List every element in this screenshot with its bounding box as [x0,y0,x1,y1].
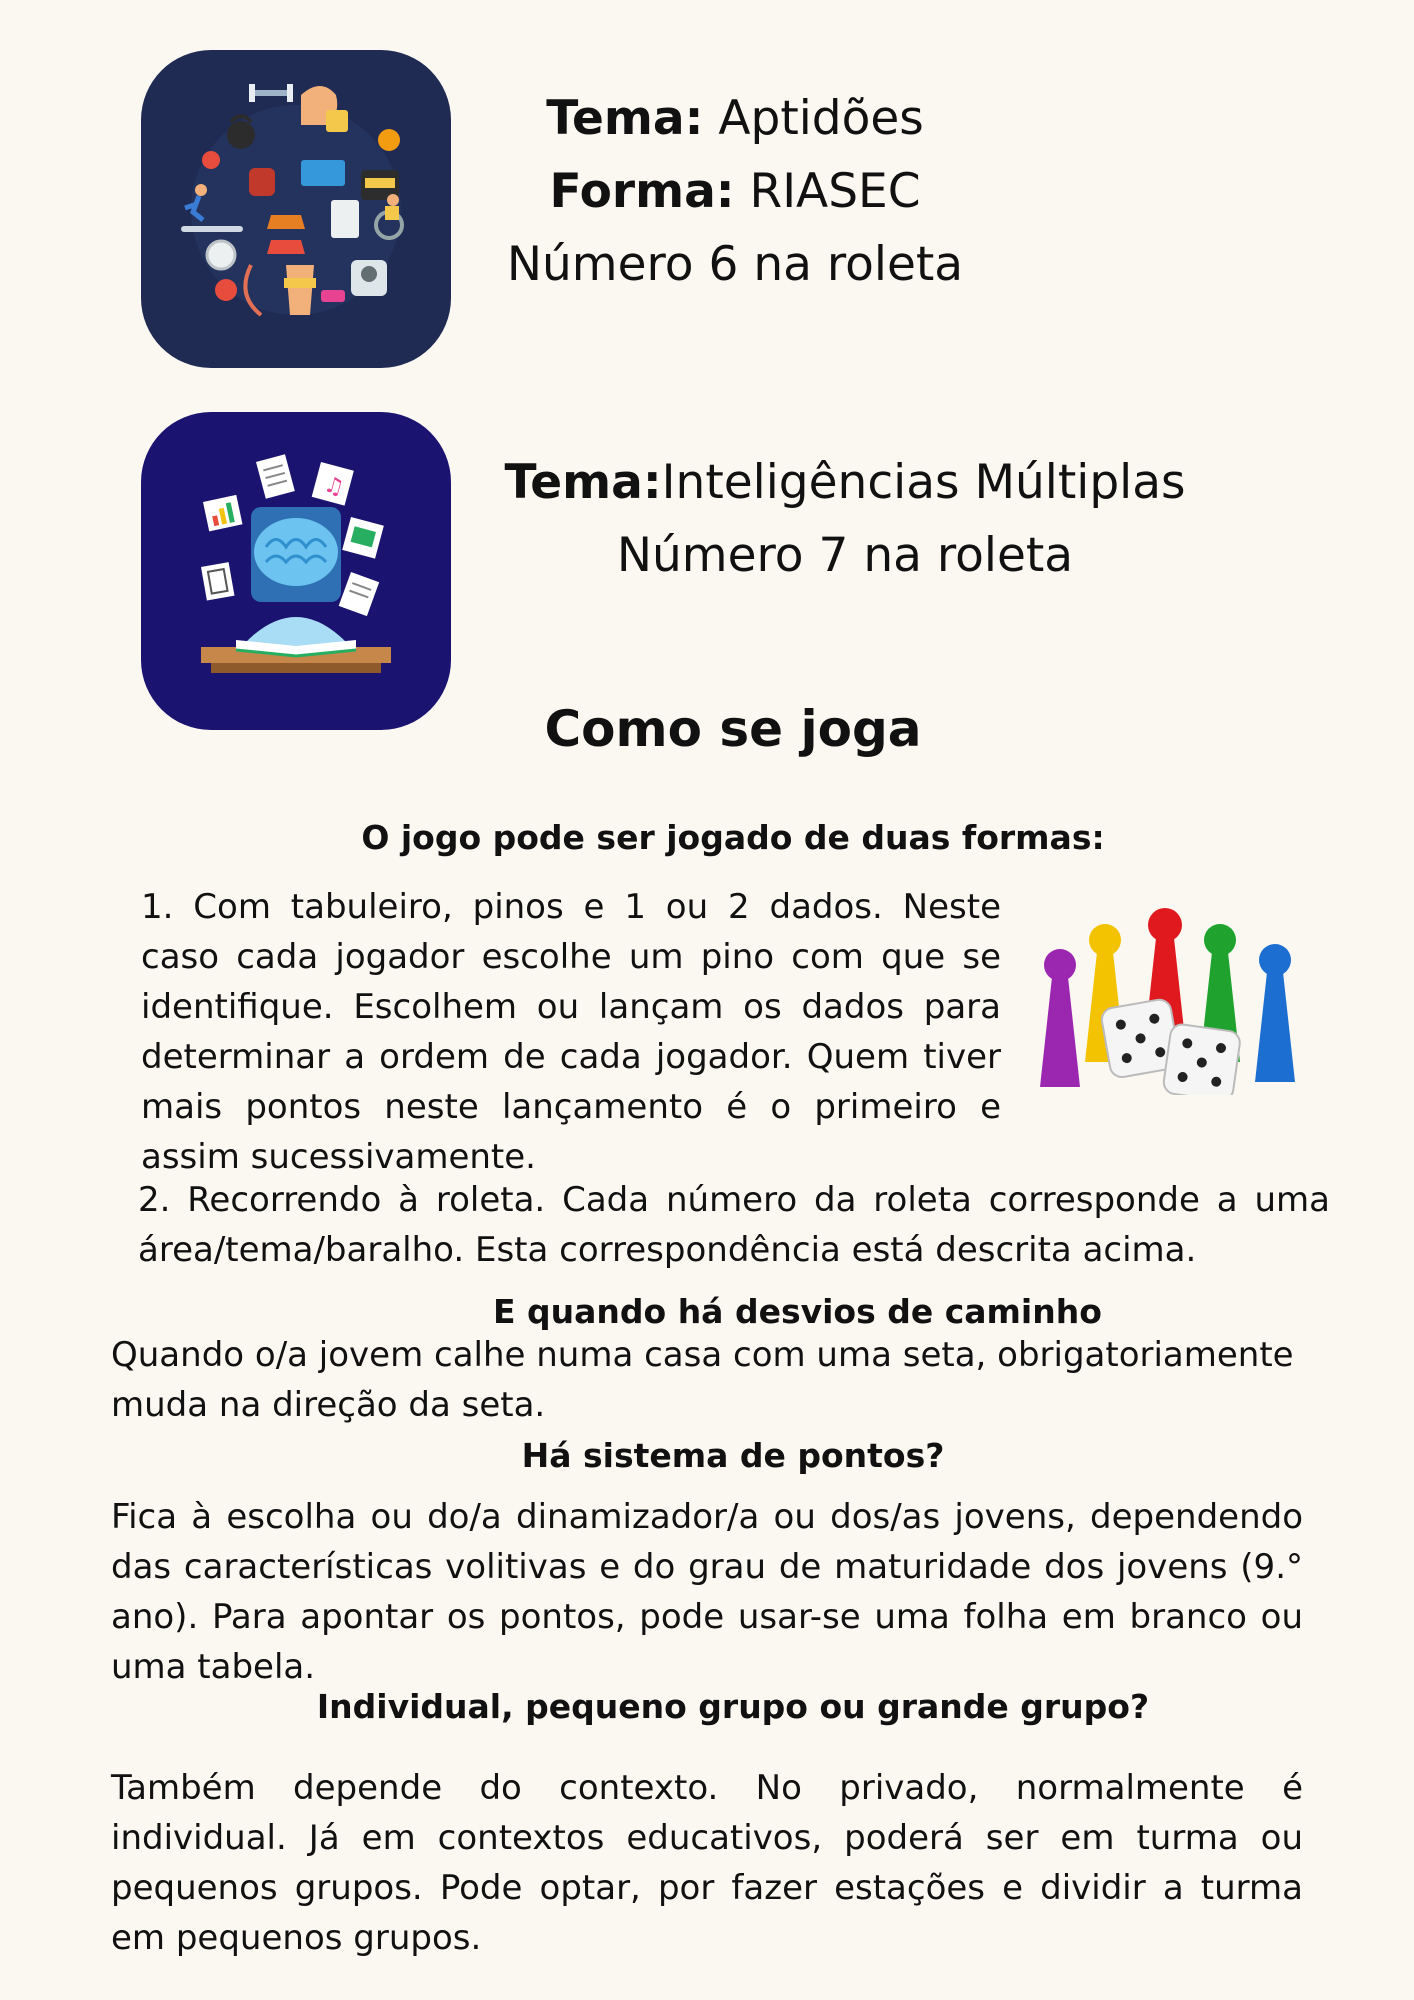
tema-line [470,82,1000,155]
tema-line [470,446,1220,519]
forma-line [470,155,1000,228]
pontos-text: Fica à escolha ou do/a dinamizador/a ou dos/as jovens, dependendo das características volitivas e do grau de maturidade dos jovens (9.° ano). Para apontar os pontos, pode usar-se uma folha em branco ou uma tabela. [111,1497,1303,1687]
svg-text:♫: ♫ [321,472,347,502]
forma-label: Forma: [549,164,735,219]
list-item-tabuleiro: 1. Com tabuleiro, pinos e 1 ou 2 dados. Neste caso cada jogador escolhe um pino com que se identifique. Escolhem ou lançam os dados para determinar a ordem de cada jogador. Quem tiver mais pontos neste lançamento é o primeiro e assim sucessivamente. [141,887,1001,1177]
desvio-heading: E quando há desvios de caminho [493,1292,1102,1331]
desvio-text: Quando o/a jovem calhe numa casa com uma seta, obrigatoriamente muda na direção da seta. [111,1335,1294,1425]
multiple-intelligences-brain-icon [141,412,451,730]
tema-value: Inteligências Múltiplas [661,455,1186,510]
roleta-number: Número 6 na roleta [506,237,964,292]
fitness-aptitudes-icon [141,50,451,368]
roleta-number: Número 7 na roleta [616,528,1074,583]
pontos-heading: Há sistema de pontos? [521,1436,945,1475]
list-item-roleta: 2. Recorrendo à roleta. Cada número da roleta corresponde a uma área/tema/baralho. Esta correspondência está descrita acima. [138,1180,1330,1270]
tema-label: Tema: [504,455,662,510]
theme-inteligencias-block [470,446,1220,592]
theme-aptidoes-block [470,82,1000,301]
tema-label: Tema: [546,91,704,146]
como-se-joga-title: Como se joga [544,700,922,758]
grupo-text: Também depende do contexto. No privado, normalmente é individual. Já em contextos educativos, poderá ser em turma ou pequenos grupos. Pode optar, por fazer estações e dividir a turma em pequenos grupos. [111,1768,1303,1958]
forma-value: RIASEC [734,164,921,219]
duas-formas-subtitle: O jogo pode ser jogado de duas formas: [361,818,1105,857]
tema-value: Aptidões [703,91,924,146]
game-pawns-dice-icon [1030,905,1310,1095]
grupo-heading: Individual, pequeno grupo ou grande grupo? [316,1687,1150,1726]
